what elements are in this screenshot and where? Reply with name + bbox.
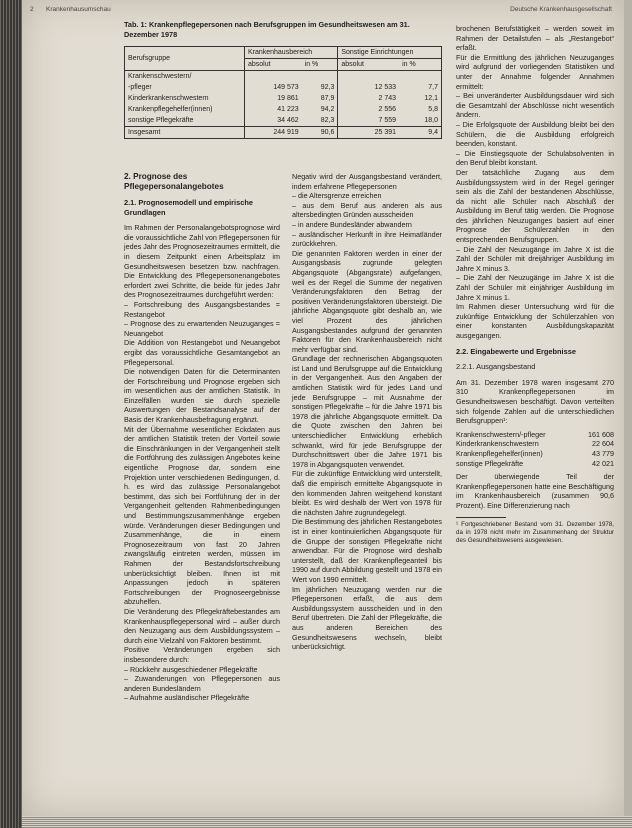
paragraph: Im Rahmen dieser Untersuchung wird für die zukünftige Entwicklung der Schülerzahlen von einer konstanten Ausbildungskapazität ausgegangen. <box>456 302 614 340</box>
paragraph: – Prognose des zu erwartenden Neuzuganges = Neuangebot <box>124 319 280 338</box>
paragraph: Die notwendigen Daten für die Determinanten der Fortschreibung und Prognose ergeben sich im wesentlichen aus der amtlichen Statistik. In Einzelfällen wurden sie durch spezielle Auswertungen der Bestandsanalyse auf der Basis der Krankenhausbefragung ergänzt. <box>124 367 280 425</box>
running-header-right: Deutsche Krankenhausgesellschaft <box>510 6 612 13</box>
paragraph: Im jährlichen Neuzugang werden nur die Pflegepersonen erfaßt, die aus dem Ausbildungssystem ausscheiden und in den Beruf übertreten. Die Zahl der Pflegekräfte, die aus anderen Bereichen des Gesundheitswesens wechseln, bleibt unberücksichtigt. <box>292 584 442 652</box>
personnel-table <box>124 46 442 139</box>
table-total-row: Insgesamt 244 919 90,6 25 391 9,4 <box>125 127 442 139</box>
paragraph: – die Altersgrenze erreichen <box>292 191 382 201</box>
table-header-hospital: Krankenhausbereich <box>244 47 337 59</box>
paragraph: Für die zukünftige Entwicklung wird unterstellt, daß die empirisch ermittelte Abgangsquote in den kommenden Jahren weitgehend konstant bleibt. Es wird deshalb der Wert von 1978 für die nächsten Jahre zugrundegelegt. <box>292 469 442 517</box>
paragraph: – Fortschreibung des Ausgangsbestandes = Restangebot <box>124 299 280 319</box>
footnote: ¹ Fortgeschriebener Bestand vom 31. Dezember 1978, da in 1978 nicht mehr im Zusammenhang der Struktur des Gesundheitswesens ausgewiesen. <box>456 520 614 544</box>
paragraph: Mit der Übernahme wesentlicher Eckdaten aus der amtlichen Statistik treten der Vorteil sowie die Einschränkungen in der Vergangenheit stellt die Fortführung des zulässigen Angebotes keine eigentliche Prognose dar, sondern eine Projektion unter verschiedenen Bedingungen, d. h. es wird das zulässige Personalangebot bestimmt, das sich bei Fortführung der in der Vergangenheit geltenden Rahmenbedingungen und Bestimmungszusammenhänge ergeben würde. Veränderungen dieser Bedingungen und Zusammenhänge, die in einem Prognosezeitraum von fast 20 Jahren zwangsläufig eintreten werden, müssen im Rahmen der Bestandsfortschreibung unberücksichtigt bleiben. Ihnen ist mit Anpassungen jedoch in späteren Fortschreibungen der Prognoseergebnisse abzuhelfen. <box>124 424 280 607</box>
text-column-1 <box>124 172 280 703</box>
list-item: sonstige Pflegekräfte 42 021 <box>456 458 614 468</box>
paragraph: – Rückkehr ausgeschiedener Pflegekräfte <box>124 664 258 674</box>
table-header-absolute: absolut <box>338 59 399 71</box>
table-header-percent: in % <box>302 59 338 71</box>
paragraph: – Die Einstiegsquote der Schulabsolventen in den Beruf bleibt konstant. <box>456 148 614 168</box>
paragraph: Die Addition von Restangebot und Neuangebot ergibt das voraussichtliche Gesamtangebot an Pflegepersonal. <box>124 338 280 367</box>
book-binding-edge <box>0 0 22 828</box>
paragraph: – Die Zahl der Neuzugänge im Jahre X ist die Zahl der Schüler mit dreijähriger Ausbildung im Jahre X minus 3. <box>456 244 614 273</box>
paragraph: – Bei unveränderter Ausbildungsdauer wird sich die Gesamtzahl der Abschlüsse nicht wesentlich ändern. <box>456 91 614 120</box>
table-row: -pfleger 149 573 92,3 12 533 7,7 <box>128 84 438 91</box>
subsection-title: 2.2.1. Ausgangsbestand <box>456 362 536 372</box>
table-row: sonstige Pflegekräfte 34 462 82,3 7 559 18,0 <box>125 115 442 127</box>
text-column-3 <box>456 24 614 545</box>
paragraph: – Die Zahl der Neuzugänge im Jahre X ist die Zahl der Schüler mit einjähriger Ausbildung im Jahre X minus 1. <box>456 273 614 302</box>
paragraph: Die Veränderung des Pflegekräftebestandes am Krankenhauspflegepersonal wird – außer durch den Neuzugang aus dem Ausbildungssystem – durch eine Vielzahl von Faktoren bestimmt. <box>124 606 280 645</box>
paragraph: – in andere Bundesländer abwandern <box>292 219 412 229</box>
table-row: Krankenpflegehelfer(innen) 41 223 94,2 2 556 5,8 <box>128 106 438 113</box>
footnote-divider <box>456 517 506 518</box>
table-row: Kinderkrankenschwestern 19 861 87,9 2 743 12,1 <box>128 95 438 102</box>
section-title: 2. Prognose des Pflegepersonalangebotes <box>124 172 224 191</box>
paragraph: brochenen Berufstätigkeit – werden soweit im Rahmen der Detailstufen – als „Restangebot“ erfaßt. <box>456 24 614 53</box>
paragraph: Die genannten Faktoren werden in einer der Ausgangsbasis zugrunde gelegten Abgangsquote (Abgangsrate) aufgefangen, weil es der Regel die Summe der negativen Veränderungsfaktoren den Betrag der positiven Veränderungsfaktoren übersteigt. Die jährliche Abgangsquote gibt deshalb an, wie viel Prozent des jährlichen Ausgangsbestandes aufgrund der genannten Faktoren für den Krankenhausbereich nicht mehr verfügbar sind. <box>292 248 442 354</box>
table-header-other: Sonstige Einrichtungen <box>338 47 442 59</box>
paragraph: Der tatsächliche Zugang aus dem Ausbildungssystem wird in der Regel geringer sein als die Zahl der bestandenen Abschlüsse, da nicht alle Schüler nach Abschluß der Ausbildung im Beruf tätig werden. Die Prognose des jährlichen Neuzuganges basiert auf einer Prognose der Schülerzahlen in den entsprechenden Berufsgruppen. <box>456 167 614 245</box>
paragraph: Der überwiegende Teil der Krankenpflegepersonen hatte eine Beschäftigung im Krankenhausbereich (zusammen 90,6 Prozent). Eine Differenzierung nach <box>456 472 614 510</box>
text-column-2 <box>292 172 442 652</box>
table-header-percent: in % <box>399 59 441 71</box>
paragraph: – ausländischer Herkunft in ihre Heimatländer zurückkehren. <box>292 229 442 249</box>
list-item: Krankenpflegehelfer(innen) 43 779 <box>456 448 614 458</box>
book-bottom-edge <box>22 816 632 828</box>
personnel-list <box>456 430 614 468</box>
page-number: 2 <box>30 6 34 13</box>
table-header-absolute: absolut <box>244 59 301 71</box>
page-right-edge <box>624 0 632 816</box>
subsection-title: 2.1. Prognosemodell und empirische Grundlagen <box>124 198 253 217</box>
table-row: Krankenschwestern/ <box>125 71 442 83</box>
section-title: 2.2. Eingabewerte und Ergebnisse <box>456 346 576 356</box>
paragraph: Negativ wird der Ausgangsbestand verändert, indem erfahrene Pflegepersonen <box>292 172 442 191</box>
paragraph: Die Bestimmung des jährlichen Restangebotes ist in einer kontinuierlichen Abgangsquote für die Gruppe der sonstigen Pflegekräfte nicht anwendbar. Für die Prognose wird deshalb unterstellt, daß der Krankenpflegeanteil bis 1990 auf durch Abbildung gestellt und 1978 ein Wert von 1990 ermittelt. <box>292 517 442 584</box>
table-caption: Tab. 1: Krankenpflegepersonen nach Berufsgruppen im Gesundheitswesen am 31. Dezember 1978 <box>124 20 410 39</box>
list-item: Krankenschwestern/-pfleger 161 608 <box>456 429 614 439</box>
table-header-group: Berufsgruppe <box>125 47 245 71</box>
list-item: Kinderkrankenschwestern 22 604 <box>456 439 614 449</box>
paragraph: – aus dem Beruf aus anderen als aus altersbedingten Gründen ausscheiden <box>292 200 442 220</box>
paragraph: – Zuwanderungen von Pflegepersonen aus anderen Bundesländern <box>124 674 280 693</box>
paragraph: Am 31. Dezember 1978 waren insgesamt 270 310 Krankenpflegepersonen im Gesundheitswesen beschäftigt. Davon verteilten sich folgende Zahlen auf die unterschiedlichen Berufsgruppen¹: <box>456 377 614 426</box>
paragraph: Grundlage der rechnerischen Abgangsquoten ist Land und Berufsgruppe auf die Entwicklung in der Vergangenheit. Aus den Angaben der amtlichen Statistik wird für jedes Land und jede Berufsgruppe – mit Ausnahme der sonstigen Pflegekräfte – für die Jahre 1971 bis 1978 die jährliche Abgangsquote ermittelt. Da die Quote zwischen den Jahren bei unterschiedlicher Entwicklung erheblich schwankt, wird für jede Berufsgruppe der Durchschnittswert über die Jahre 1971 bis 1978 in Abgangsquoten verwendet. <box>292 354 442 469</box>
paragraph: Für die Ermittlung des jährlichen Neuzuganges wird aufgrund der vorliegenden Statistiken und unter der Annahme folgender Annahmen ermittelt: <box>456 52 614 91</box>
paragraph: – Die Erfolgsquote der Ausbildung bleibt bei den Schülern, die die Ausbildung erfolgreich beenden, konstant. <box>456 119 614 149</box>
paragraph: – Aufnahme ausländischer Pflegekräfte <box>124 693 250 703</box>
paragraph: Im Rahmen der Personalangebotsprognose wird die voraussichtliche Zahl von Pflegepersonen für jedes Jahr des Prognosezeitraumes ermittelt, die in diesem Zeitpunkt einen Arbeitsplatz im Gesundheitswesen besetzen bzw. nachfragen. Die Entwicklung des Pflegepersonenangebotes erfordert zwei Schritte, die beide für jedes Jahr des Prognosezeitraumes durchgeführt werden: <box>124 223 280 300</box>
paragraph: Positive Veränderungen ergeben sich insbesondere durch: <box>124 645 280 664</box>
document-page <box>22 0 624 816</box>
running-header-left: Krankenhausumschau <box>46 6 111 13</box>
